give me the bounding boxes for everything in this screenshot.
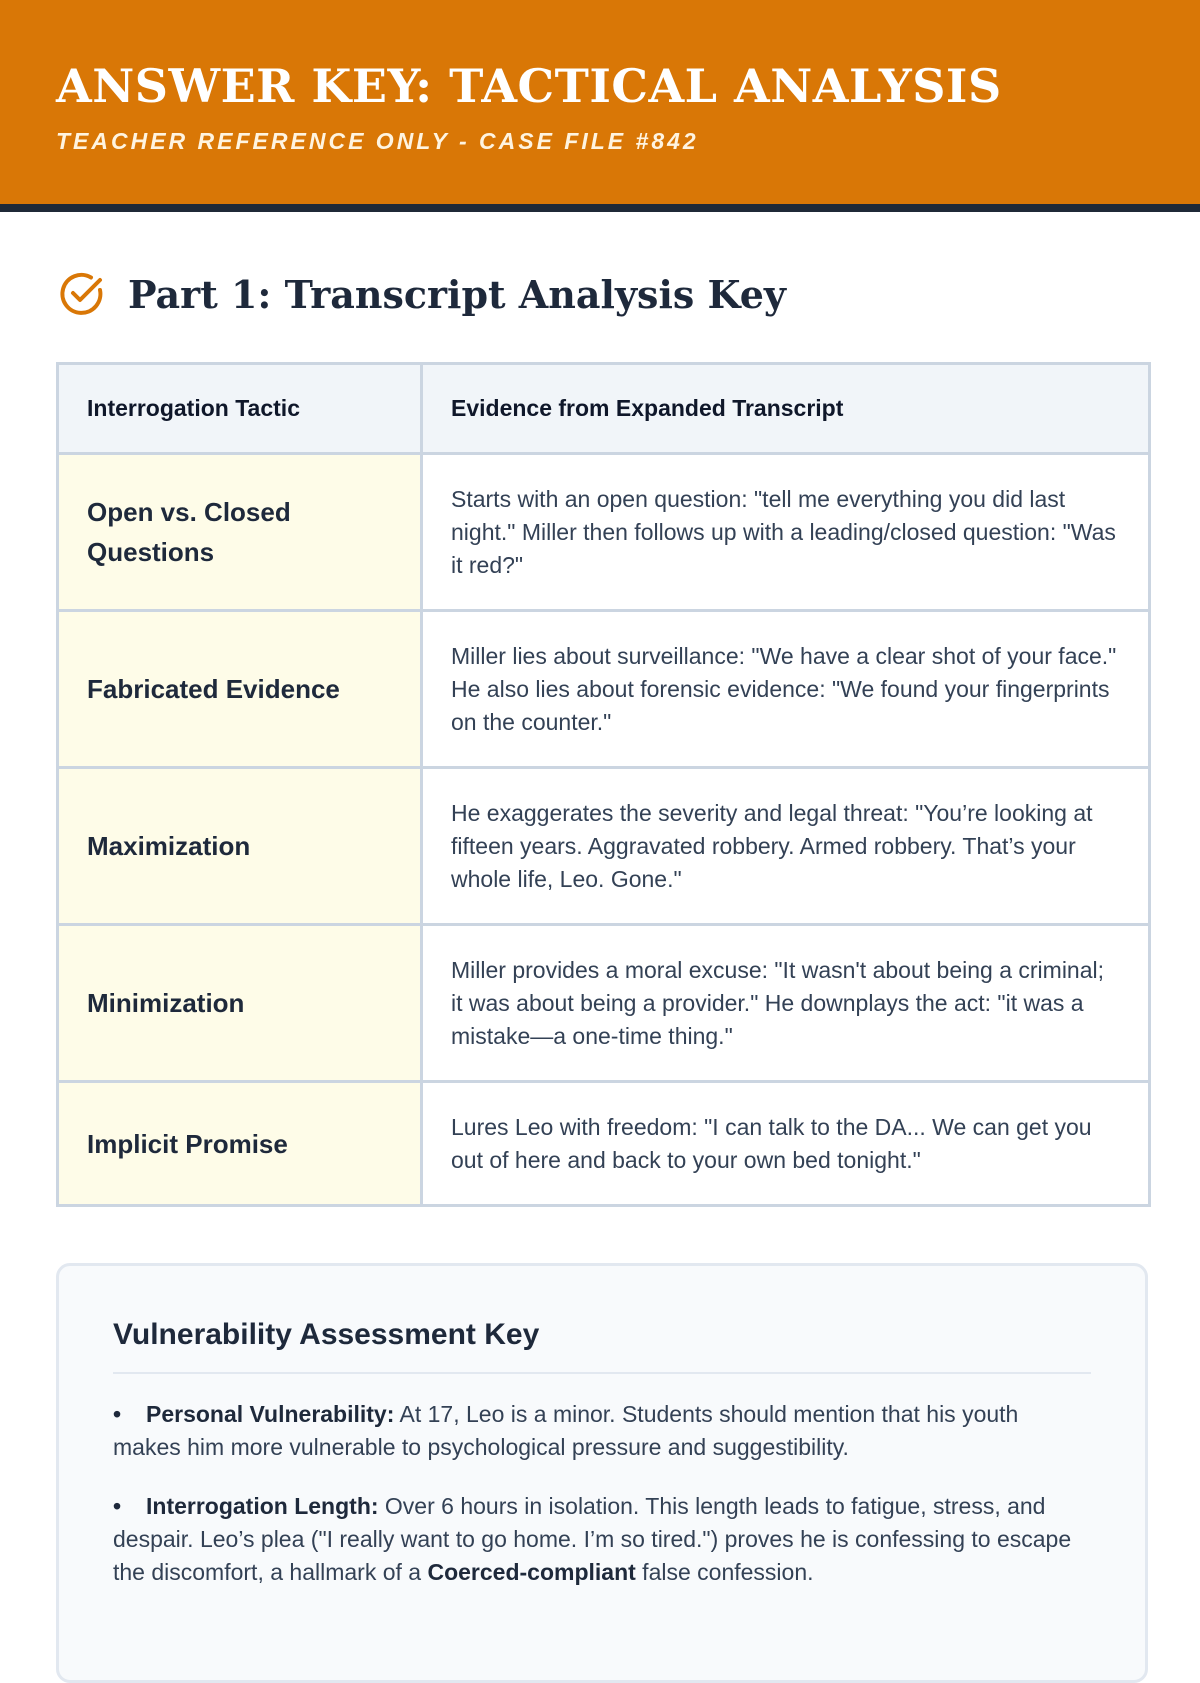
item-text: Over 6 hours in isolation. This length leads to fatigue, stress, and despair. Leo’s plea ("I really want to go home. I’m so tired.") proves he is confessing to escape the discomfort, a hallmark of a xyxy=(113,1493,1072,1585)
page-header xyxy=(0,0,1200,212)
bullet-icon: • xyxy=(113,1493,122,1519)
tactics-table xyxy=(56,362,1151,1207)
column-header-tactic: Interrogation Tactic xyxy=(58,364,422,454)
table-row xyxy=(58,1082,1150,1206)
page-subtitle: TEACHER REFERENCE ONLY - CASE FILE #842 xyxy=(56,128,699,154)
vulnerability-list xyxy=(113,1398,1091,1589)
evidence-cell: Miller provides a moral excuse: "It wasn't about being a criminal; it was about being a provider." He downplays the act: "it was a mistake—a one-time thing." xyxy=(422,925,1150,1082)
list-item xyxy=(113,1490,1091,1589)
table-row xyxy=(58,768,1150,925)
table-row xyxy=(58,454,1150,611)
vulnerability-title: Vulnerability Assessment Key xyxy=(113,1318,1091,1374)
item-text: At 17, Leo is a minor. Students should mention that his youth makes him more vulnerable to psychological pressure and suggestibility. xyxy=(113,1401,1019,1460)
tactic-cell: Fabricated Evidence xyxy=(58,611,422,768)
table-row xyxy=(58,925,1150,1082)
item-text-end: false confession. xyxy=(635,1559,814,1585)
column-header-evidence: Evidence from Expanded Transcript xyxy=(422,364,1150,454)
tactic-cell: Implicit Promise xyxy=(58,1082,422,1206)
bullet-icon: • xyxy=(113,1401,122,1427)
evidence-cell: Starts with an open question: "tell me everything you did last night." Miller then follows up with a leading/closed question: "Was it red?" xyxy=(422,454,1150,611)
evidence-cell: He exaggerates the severity and legal threat: "You’re looking at fifteen years. Aggravated robbery. Armed robbery. That’s your whole life, Leo. Gone." xyxy=(422,768,1150,925)
tactic-cell: Minimization xyxy=(58,925,422,1082)
table-header-row xyxy=(58,364,1150,454)
table-row xyxy=(58,611,1150,768)
part1-title: Part 1: Transcript Analysis Key xyxy=(128,271,786,317)
evidence-cell: Miller lies about surveillance: "We have a clear shot of your face." He also lies about forensic evidence: "We found your fingerprints on the counter." xyxy=(422,611,1150,768)
item-emphasis: Coerced-compliant xyxy=(427,1559,636,1585)
vulnerability-card xyxy=(56,1263,1148,1683)
list-item xyxy=(113,1398,1091,1464)
part1-heading xyxy=(56,266,1144,322)
page-title: ANSWER KEY: TACTICAL ANALYSIS xyxy=(56,59,1002,113)
check-circle-icon xyxy=(56,268,108,320)
item-label: Personal Vulnerability: xyxy=(146,1401,395,1427)
item-label: Interrogation Length: xyxy=(146,1493,379,1519)
evidence-cell: Lures Leo with freedom: "I can talk to the DA... We can get you out of here and back to your own bed tonight." xyxy=(422,1082,1150,1206)
tactic-cell: Open vs. Closed Questions xyxy=(58,454,422,611)
tactic-cell: Maximization xyxy=(58,768,422,925)
